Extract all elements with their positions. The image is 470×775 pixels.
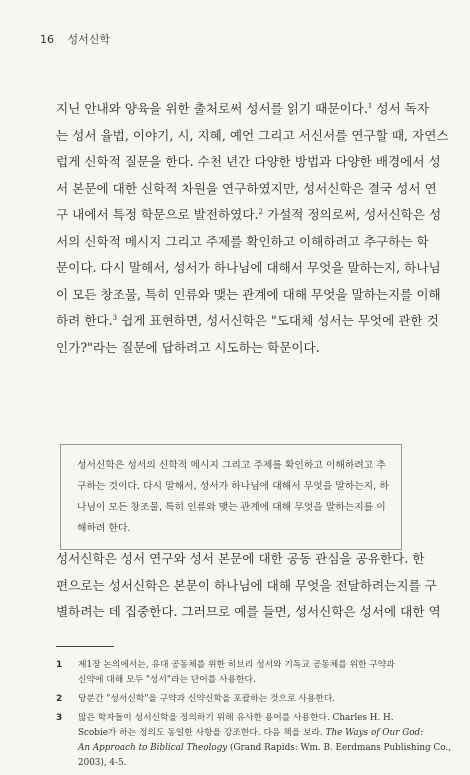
text-line: 별하려는 데 집중한다. 그러므로 예를 들면, 성서신학은 성서에 대한 역 <box>56 604 441 619</box>
text-line: 서의 신학적 메시지 그리고 주제를 확인하고 이해하려고 추구하는 학 <box>56 233 429 249</box>
footnote-line: Scobie가 하는 정의도 동일한 사항을 강조한다. 다음 책을 보라. The Ways of Our God: <box>78 728 424 738</box>
footnote-1 <box>56 658 404 688</box>
book-title: The Ways of Our God: <box>325 728 424 738</box>
running-title: 성서신학 <box>67 33 111 46</box>
footnote-ref-2[interactable]: 2 <box>258 208 263 216</box>
footnote-number: 3 <box>56 713 63 723</box>
footnotes <box>56 658 451 775</box>
callout-line: 해하려 한다. <box>77 523 131 534</box>
text-line: 럽게 신학적 질문을 한다. 수천 년간 다양한 방법과 다양한 배경에서 성 <box>56 154 441 169</box>
footnote-line: 당분간 "성서신학"을 구약과 신약신학을 포괄하는 것으로 사용한다. <box>78 694 336 704</box>
footnote-line: 제1장 논의에서는, 유대 공동체를 위한 히브리 성서와 기독교 공동체를 위한 구약과 <box>78 660 395 670</box>
body-paragraph-1 <box>56 96 449 361</box>
text-line: 인가?"라는 질문에 답하려고 시도하는 학문이다. <box>56 339 320 355</box>
footnote-line: 2003), 4-5. <box>78 758 127 768</box>
callout-line: 구하는 것이다. 다시 말해서, 성서가 하나님에 대해서 무엇을 말하는지, 하 <box>77 481 389 492</box>
footnote-number: 1 <box>56 660 63 670</box>
running-head <box>40 31 110 47</box>
book-subtitle: An Approach to Biblical Theology <box>78 743 228 753</box>
footnote-3 <box>56 711 451 771</box>
text-line: 이 모든 창조물, 특히 인류와 맺는 관계에 대해 무엇을 말하는지를 이해 <box>56 286 441 302</box>
body-paragraph-2 <box>56 546 441 626</box>
footnote-ref-1[interactable]: 1 <box>367 102 373 110</box>
text-line: 문이다. 다시 말해서, 성서가 하나님에 대해서 무엇을 말하는지, 하나님 <box>56 260 441 275</box>
text-line: 하려 한다.$^3$ 쉽게 표현하면, 성서신학은 "도대체 성서는 무엇에 관한 것 <box>56 313 439 328</box>
callout-line: 성서신학은 성서의 신학적 메시지 그리고 주제를 확인하고 이해하려고 추 <box>77 460 386 471</box>
footnote-2 <box>56 692 404 707</box>
text-line: 는 성서 율법, 이야기, 시, 지혜, 예언 그리고 서신서를 연구할 때, 자연스 <box>56 127 449 143</box>
footnote-line: 신약에 대해 모두 "성서"라는 단어를 사용한다. <box>78 675 256 685</box>
footnote-number: 2 <box>56 694 63 704</box>
footnote-line: An Approach to Biblical Theology (Grand Rapids: Wm. B. Eerdmans Publishing Co., <box>78 743 451 753</box>
text-line: 성서신학은 성서 연구와 성서 본문에 대한 공동 관심을 공유한다. 한 <box>56 551 425 566</box>
page-number: 16 <box>40 33 54 46</box>
footnote-ref-3[interactable]: 3 <box>112 314 118 322</box>
callout-line: 나님이 모든 창조물, 특히 인류와 맺는 관계에 대해 무엇을 말하는지를 이 <box>77 502 386 513</box>
footnote-line: 많은 학자들이 성서신학을 정의하기 위해 유사한 용어를 사용한다. Charles H. H. <box>78 713 394 723</box>
text-line: 편으로는 성서신학은 본문이 하나님에 대해 무엇을 전달하려는지를 구 <box>56 577 437 593</box>
text-line: 지닌 안내와 양육을 위한 출처로써 성서를 읽기 때문이다.$^1$ 성서 독자 <box>56 101 429 116</box>
text-line: 서 본문에 대한 신학적 차원을 연구하였지만, 성서신학은 결국 성서 연 <box>56 180 437 196</box>
text-line: 구 내에서 특정 학문으로 발전하였다.$^2$ 가설적 정의로써, 성서신학은 성 <box>56 207 442 222</box>
footnote-divider <box>56 646 114 647</box>
definition-callout-box <box>60 444 402 550</box>
